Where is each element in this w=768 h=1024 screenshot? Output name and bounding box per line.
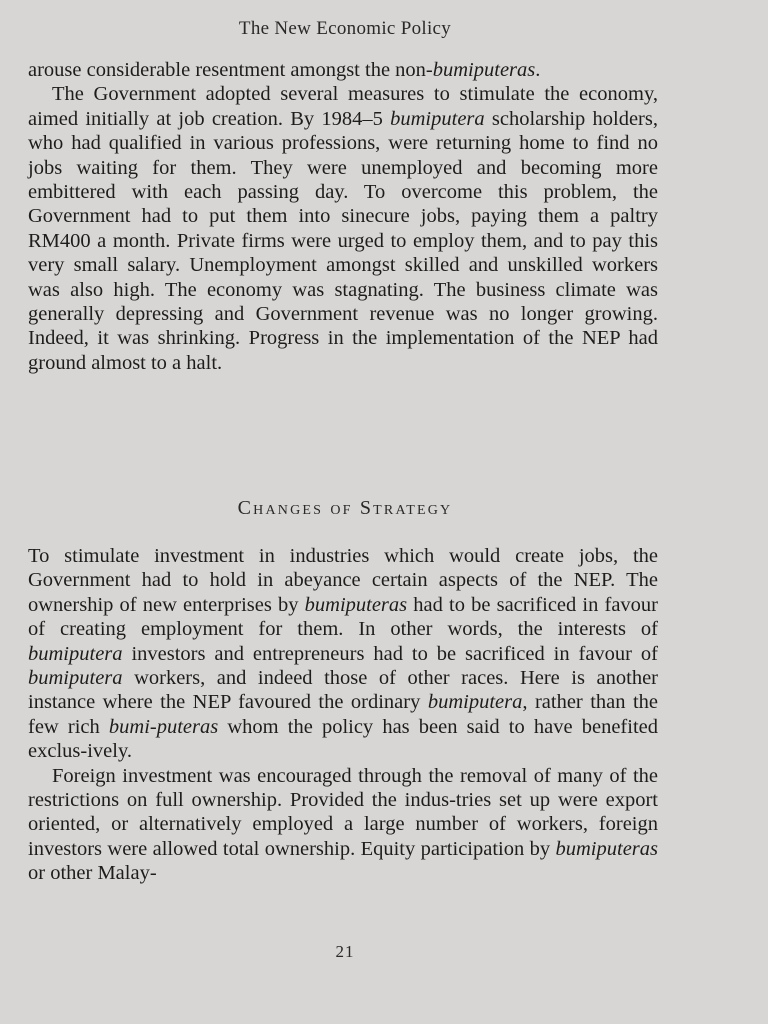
text-run: had to be sacrificed in favour of creating employment for them. In other words, the interests of	[28, 593, 658, 641]
italic-term: bumiputeras	[432, 59, 536, 81]
text-run: investors and entrepreneurs had to be sacrificed in favour of	[122, 642, 658, 665]
text-run: , rather than the few rich	[28, 691, 658, 738]
running-head: The New Economic Policy	[238, 18, 452, 39]
page-number: 21	[335, 942, 355, 961]
italic-term: bumiputeras	[304, 593, 408, 616]
text-run: To stimulate investment in industries which would create jobs, the Government had to hold in abeyance certain aspects of the NEP. The ownership of new enterprises by	[28, 545, 658, 616]
body-text-before-heading	[28, 58, 658, 375]
text-run: The Government adopted several measures to stimulate the economy, aimed initially at job creation. By 1984–5	[28, 83, 658, 130]
body-text-after-heading	[28, 544, 658, 886]
text-run: scholarship holders, who had qualified in various professions, were returning home to find no jobs waiting for them. They were unemployed and becoming more embittered with each passing day. To overcome this problem, the Government had to put them into sinecure jobs, paying them a paltry RM400 a month. Private firms were urged to employ them, and to pay this very small salary. Unemployment amongst skilled and unskilled workers was also high. The economy was stagnating. The business climate was generally depressing and Government revenue was no longer growing. Indeed, it was shrinking. Progress in the implementation of the NEP had ground almost to a halt.	[28, 107, 658, 374]
italic-term: bumiputera	[427, 691, 523, 714]
section-heading: Changes of Strategy	[237, 497, 453, 519]
paragraph	[28, 82, 658, 375]
text-run: .	[535, 59, 541, 81]
italic-term: bumiputera	[28, 667, 123, 690]
text-run: arouse considerable resentment amongst the non-	[28, 59, 433, 81]
italic-term: bumiputeras	[555, 837, 658, 860]
text-run: workers, and indeed those of other races. Here is another instance where the NEP favoured the ordinary	[28, 667, 658, 714]
paragraph	[28, 544, 658, 764]
text-run: Foreign investment was encouraged through the removal of many of the restrictions on full ownership. Provided the indus-tries set up were export oriented, or alternatively employed a large number of workers, foreign investors were allowed total ownership. Equity participation by	[28, 764, 658, 860]
paragraph	[28, 58, 658, 82]
text-run: or other Malay-	[28, 862, 157, 885]
italic-term: bumiputera	[390, 107, 485, 130]
text-run: whom the policy has been said to have benefited exclus-ively.	[28, 715, 658, 763]
italic-term: bumi-puteras	[108, 715, 219, 738]
paragraph	[28, 764, 658, 886]
italic-term: bumiputera	[28, 642, 123, 665]
